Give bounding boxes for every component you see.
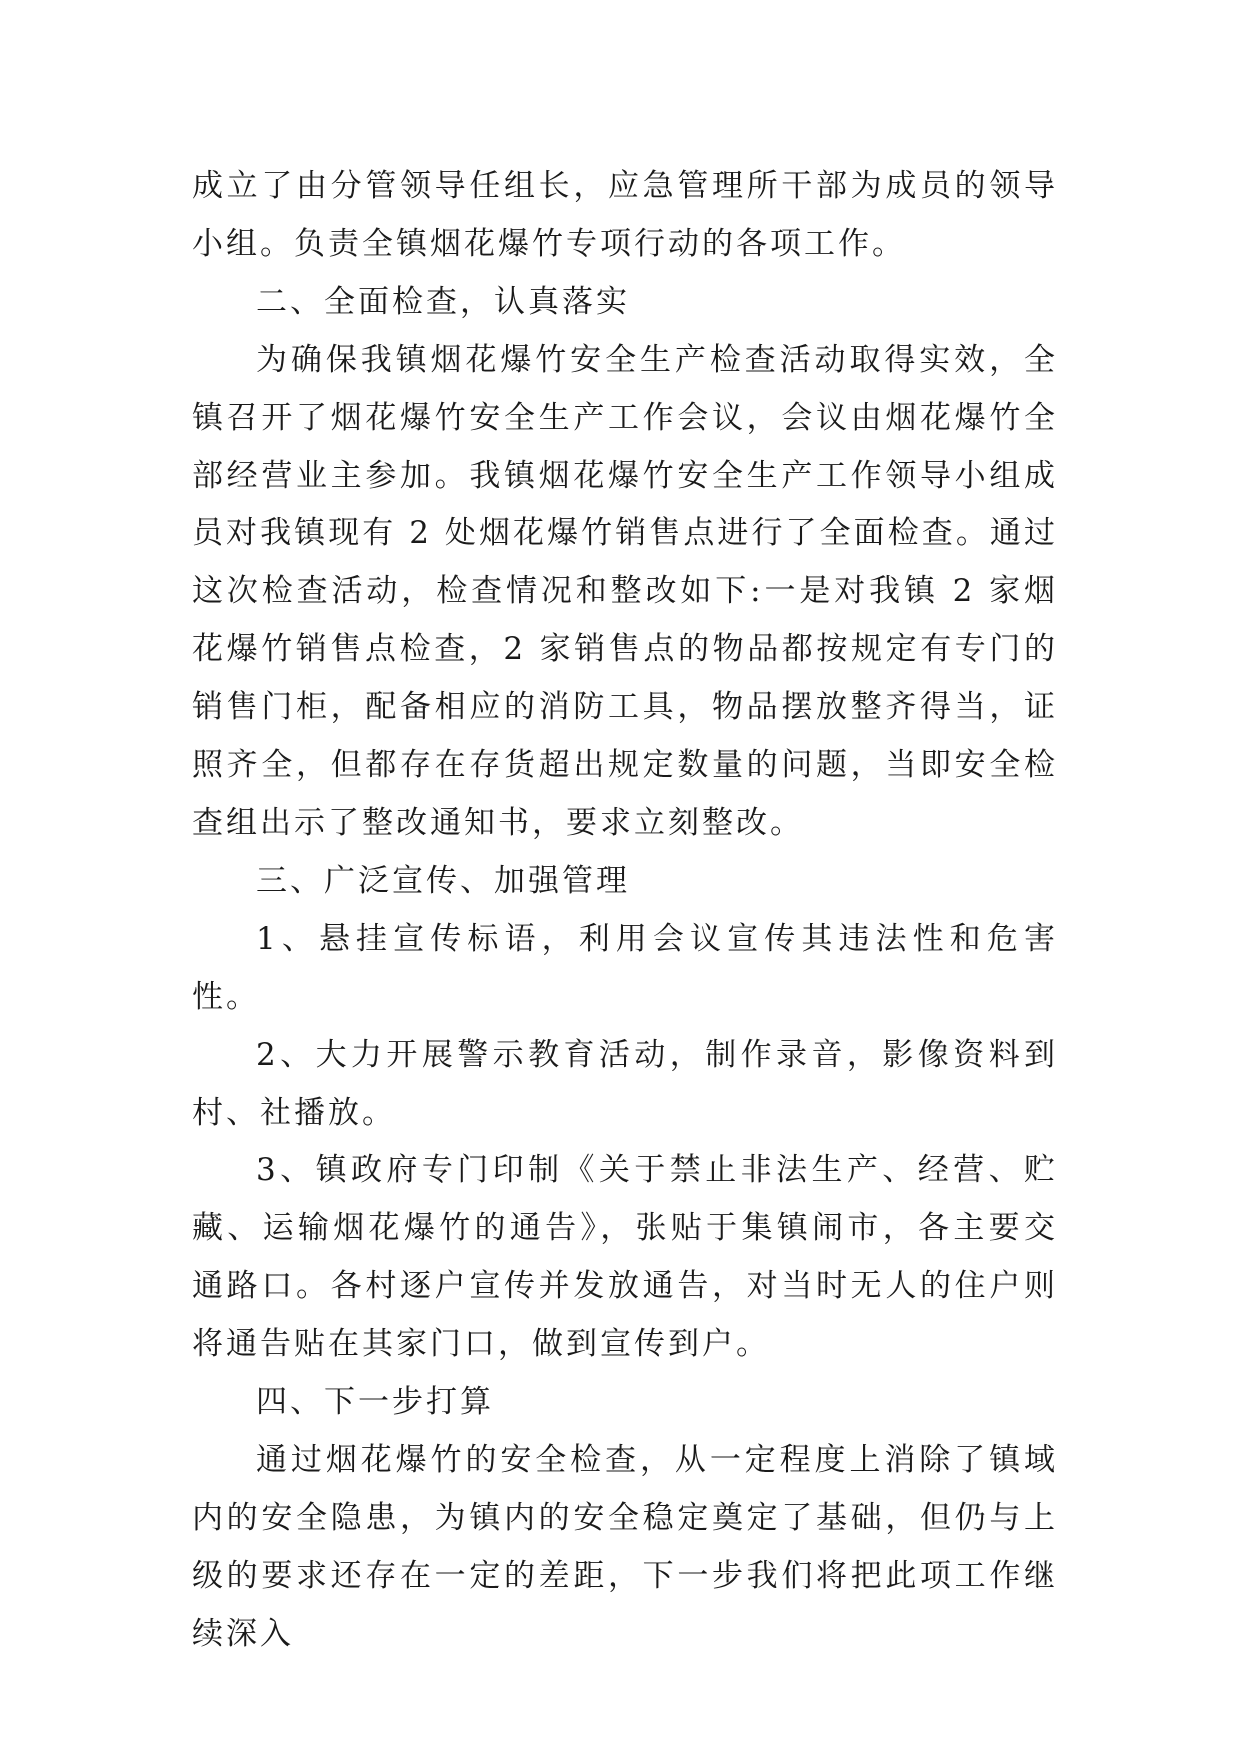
paragraph-inspection-details: 为确保我镇烟花爆竹安全生产检查活动取得实效，全镇召开了烟花爆竹安全生产工作会议，会议由烟花爆竹全部经营业主参加。我镇烟花爆竹安全生产工作领导小组成员对我镇现有 2 处烟花爆竹销售点进行了全面检查。通过这次检查活动，检查情况和整改如下:一是对我镇 2 家烟花爆竹销售点检查，2 家销售点的物品都按规定有专门的销售门柜，配备相应的消防工具，物品摆放整齐得当，证照齐全，但都存在存货超出规定数量的问题，当即安全检查组出示了整改通知书，要求立刻整改。: [192, 341, 1058, 841]
list-item-warning-education: 2、大力开展警示教育活动，制作录音，影像资料到村、社播放。: [192, 1036, 1058, 1131]
list-item-notice-printing: 3、镇政府专门印制《关于禁止非法生产、经营、贮藏、运输烟花爆竹的通告》，张贴于集镇闹市，各主要交通路口。各村逐户宣传并发放通告，对当时无人的住户则将通告贴在其家门口，做到宣传到户。: [192, 1152, 1058, 1363]
section-heading-inspection: 二、全面检查，认真落实: [256, 283, 630, 320]
list-item-slogans: 1、悬挂宣传标语，利用会议宣传其违法性和危害性。: [192, 920, 1058, 1015]
paragraph-leadership-group: 成立了由分管领导任组长，应急管理所干部为成员的领导小组。负责全镇烟花爆竹专项行动的各项工作。: [192, 168, 1058, 262]
section-heading-next-steps: 四、下一步打算: [256, 1384, 494, 1421]
document-body: [192, 158, 1058, 1664]
paragraph-next-steps: 通过烟花爆竹的安全检查，从一定程度上消除了镇域内的安全隐患，为镇内的安全稳定奠定了基础，但仍与上级的要求还存在一定的差距，下一步我们将把此项工作继续深入: [192, 1441, 1058, 1652]
section-heading-publicity: 三、广泛宣传、加强管理: [256, 862, 630, 899]
